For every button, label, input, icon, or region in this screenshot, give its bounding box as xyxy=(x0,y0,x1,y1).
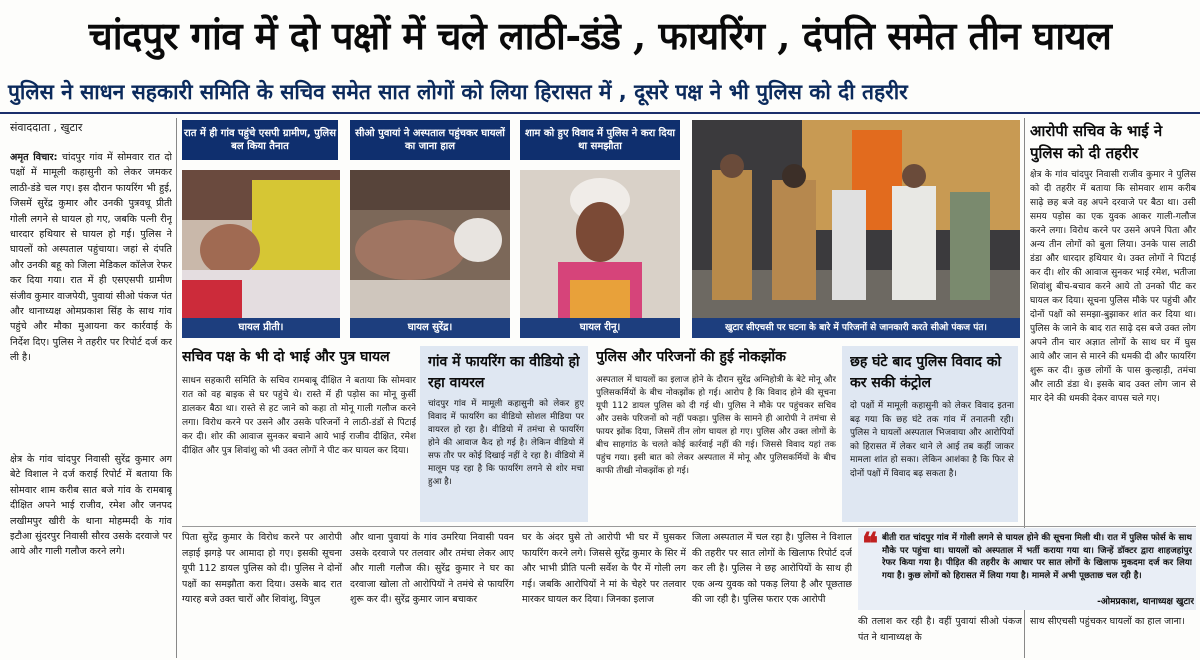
section-2-text: चांदपुर गांव में मामूली कहासुनी को लेकर हुए विवाद में फायरिंग का वीडियो सोशल मीडिया पर वायरल हो रहा है। वीडियो में तमंचा से फायरिंग होने की आवाज कैद हो गई है। लेकिन वीडियो में सफ तौर पर कोई दिखाई नहीं दे रहा है। वीडियो में मालूम पड़ रहा है कि फायरिंग लगने से शोर मचा हुआ है। xyxy=(428,399,584,487)
quote-attribution: -ओमप्रकाश, थानाध्यक्ष खुटार xyxy=(1097,597,1194,607)
section-4-title: छह घंटे बाद पुलिस विवाद को कर सकी कंट्रोल xyxy=(850,354,1002,391)
section-2-title: गांव में फायरिंग का वीडियो हो रहा वायरल xyxy=(428,354,580,391)
photo-injured-reenu xyxy=(520,170,680,318)
photo-tag-1: रात में ही गांव पहुंचे एसपी ग्रामीण, पुलिस बल किया तैनात xyxy=(182,120,338,160)
section-1-title: सचिव पक्ष के भी दो भाई और पुत्र घायल xyxy=(182,349,390,365)
column-rule xyxy=(176,118,177,658)
section-3-text: अस्पताल में घायलों का इलाज होने के दौरान सुरेंद्र अग्निहोत्री के बेटे मोनू और पुलिसकर्मियों के बीच नोकझोंक हो गई। आरोप है कि विवाद होने की सूचना यूपी 112 डायल पुलिस को दी गई थी। पुलिस ने मौके पर पहुंचकर सचिव और उसके परिजनों को नहीं पकड़ा। पुलिस के सामने ही आरोपी ने तमंचा से फायर झोंक दिया, जिसमें तीन लोग घायल हो गए। पुलिस और उक्त लोगों के बीच साहगांठ के चलते कोई कार्रवाई नहीं की गई। जिससे विवाद यहां तक पहुंच गया। इसी बात को लेकर अस्पताल में मोनू और पुलिसकर्मियों के बीच काफी तीखी नोकझोंक हो गई। xyxy=(596,375,836,476)
section-4-text: दो पक्षों में मामूली कहासुनी को लेकर विवाद इतना बढ़ गया कि छह घंटे तक गांव में तनातनी रही। पुलिस ने घायलों अस्पताल भिजवाया और आरोपियों को हिरासत में लेकर थाने ले आई तब कहीं जाकर मामला शांत हो सका। लेकिन आशंका है कि फिर से दोनों पक्षों में विवाद बढ़ सकता है। xyxy=(850,401,1014,479)
photo-tag-2: सीओ पुवायां ने अस्पताल पहुंचकर घायलों का जाना हाल xyxy=(350,120,510,160)
sidebar-text: क्षेत्र के गांव चांदपुर निवासी राजीव कुमार ने पुलिस को दी तहरीर में बताया कि सोमवार शाम करीब साढ़े छह बजे वह अपने दरवाजे पर बैठा था। उसी समय पड़ोस का एक युवक आकर गाली-गलौज करने लगा। विरोध करने पर उसने अपने पिता और अन्य तीन लोगों को बुला लिया। उनके पास लाठी डंडा और धारदार हथियार थे। उक्त लोगों ने पिटाई कर दी। शोर की आवाज सुनकर भाई रमेश, भतीजा शिवांशु बीच-बचाव करने आये तो उनको पीट कर घायल कर दिया। सूचना पुलिस मौके पर पहुंची और दोनों पक्षों को समझा-बुझाकर शांत कर दिया था। पुलिस के जाने के बाद रात साढ़े दस बजे उक्त लोग अपने तीन चार अज्ञात लोगों के साथ घर में घुस आये और जान से मारने की धमकी दी और फायरिंग शुरू कर दी। कुछ लोगों के पास कुल्हाड़ी, तमंचा और लाठी डंडा थे। इसके बाद उक्त लोग जान से मार देने की धमकी देकर वापस चले गए। xyxy=(1030,170,1196,404)
photo-co-at-chc xyxy=(692,120,1020,318)
bottom-column-1: पिता सुरेंद्र कुमार के विरोध करने पर आरोपी लड़ाई झगड़े पर आमादा हो गए। इसकी सूचना यूपी 112 डायल पुलिस को दी। पुलिस ने दोनों पक्षों का समझौता करा दिया। उसके बाद रात ग्यारह बजे उक्त चारों और शिवांशु, विपुल xyxy=(182,532,342,606)
sidebar-title: आरोपी सचिव के भाई ने पुलिस को दी तहरीर xyxy=(1030,122,1163,162)
bottom-column-5: की तलाश कर रही है। वहीं पुवायां सीओ पंकज पंत ने थानाध्यक्ष के xyxy=(858,616,1022,643)
dateline: अमृत विचार: xyxy=(10,152,58,163)
section-1-text: साधन सहकारी समिति के सचिव रामबाबू दीक्षित ने बताया कि सोमवार रात को वह बाइक से घर पहुंचे थे। रास्ते में ही पड़ोस का मोनू कुर्सी डालकर बैठा था। रास्ते से हट जाने को कहा तो मोनू गाली गलौज करने लगा। विरोध करने पर उसने और उसके परिजनों ने लाठी-डंडों से पिटाई कर दी। शोर की आवाज सुनकर बचाने आये भाई राजीव दीक्षित, रमेश दीक्षित और पुत्र शिवांशु को भी उक्त लोगों ने पीट कर घायल कर दिया। xyxy=(182,376,416,456)
quote-mark-icon: ❝ xyxy=(862,530,879,560)
bottom-column-3: घर के अंदर घुसे तो आरोपी भी घर में घुसकर फायरिंग करने लगे। जिससे सुरेंद्र कुमार के सिर में और भाभी प्रीति पत्नी सर्वेश के पैर में गोली लग गई। जबकि आरोपियों ने मां के चेहरे पर तलवार मारकर घायल कर दिया। जिनका इलाज xyxy=(522,532,686,606)
quote-text: बीती रात चांदपुर गांव में गोली लगने से घायल होने की सूचना मिली थी। रात में पुलिस फोर्स के साथ मौके पर पहुंचा था। घायलों को अस्पताल में भर्ती कराया गया था। जिन्हें डॉक्टर द्वारा शाहजहांपुर रेफर किया गया है। पीड़ित की तहरीर के आधार पर सात लोगों के खिलाफ मुकदमा दर्ज कर लिया गया है। कुछ लोगों को हिरासत में लिया गया है। मामले में अभी पूछताछ चल रही है। xyxy=(882,533,1192,581)
photo-tag-3: शाम को हुए विवाद में पुलिस ने करा दिया था समझौता xyxy=(520,120,680,160)
lead-text: चांदपुर गांव में सोमवार रात दो पक्षों में मामूली कहासुनी को लेकर जमकर लाठी-डंडे चल गए। इस दौरान फायरिंग भी हुई, जिसमें सुरेंद्र कुमार और उनकी पुत्रवधू प्रीती गोली लगने से घायल हो गए, जबकि पत्नी रीनू धारदार हथियार से घायल हो गई। पुलिस ने घायलों को अस्पताल पहुंचाया। जहां से दंपति और उनकी बहू को जिला मेडिकल कॉलेज रेफर कर दिया गया। रात में ही एसएसपी ग्रामीण संजीव कुमार वाजपेयी, पुवायां सीओ पंकज पंत और थानाध्यक्ष ओमप्रकाश सिंह के साथ गांव पहुंचे और मौका मुआयना कर कार्रवाई के निर्देश दिए। पुलिस ने तहरीर पर रिपोर्ट दर्ज कर ली है। xyxy=(10,152,172,364)
caption-preeti: घायल प्रीती। xyxy=(182,318,340,338)
subheadline: पुलिस ने साधन सहकारी समिति के सचिव समेत सात लोगों को लिया हिरासत में , दूसरे पक्ष ने भी पुलिस को दी तहरीर xyxy=(8,80,908,104)
photo-injured-preeti xyxy=(182,170,340,318)
caption-reenu: घायल रीनू। xyxy=(520,318,680,338)
bottom-column-6: साथ सीएचसी पहुंचकर घायलों का हाल जाना। xyxy=(1030,616,1185,627)
bottom-column-2: और थाना पुवायां के गांव उमरिया निवासी पवन उसके दरवाजे पर तलवार और तमंचा लेकर आए और गाली गलौज की। सुरेंद्र कुमार ने घर का दरवाजा खोला तो आरोपियों ने तमंचे से फायरिंग शुरू कर दी। सुरेंद्र कुमार जान बचाकर xyxy=(350,532,514,606)
divider xyxy=(0,112,1200,114)
caption-surendra: घायल सुरेंद्र। xyxy=(350,318,510,338)
bottom-divider xyxy=(182,526,1196,527)
byline: संवाददाता , खुटार xyxy=(10,121,83,134)
bottom-column-4: जिला अस्पताल में चल रहा है। पुलिस ने विशाल की तहरीर पर सात लोगों के खिलाफ रिपोर्ट दर्ज कर ली है। पुलिस ने छह आरोपियों के साथ ही एक अन्य युवक को पकड़ लिया है और पूछताछ की जा रही है। पुलिस फरार एक आरोपी xyxy=(692,532,852,606)
caption-co-at-chc: खुटार सीएचसी पर घटना के बारे में परिजनों से जानकारी करते सीओ पंकज पंत। xyxy=(692,318,1020,338)
section-3-title: पुलिस और परिजनों की हुई नोकझोंक xyxy=(596,349,786,365)
photo-injured-surendra xyxy=(350,170,510,318)
lead-paragraph-2: क्षेत्र के गांव चांदपुर निवासी सुरेंद्र कुमार अग बेटे विशाल ने दर्ज कराई रिपोर्ट में बताया कि सोमवार शाम करीब सात बजे गांव के रामबाबू दीक्षित अपने भाई राजीव, रमेश और जनपद लखीमपुर खीरी के थाना मोहम्मदी के गांव इटौआ सुंदरपुर निवासी सौरव उसके दरवाजे पर आये और गाली गलौज करने लगे। xyxy=(10,452,172,660)
headline: चांदपुर गांव में दो पक्षों में चले लाठी-डंडे , फायरिंग , दंपति समेत तीन घायल xyxy=(88,13,1112,58)
